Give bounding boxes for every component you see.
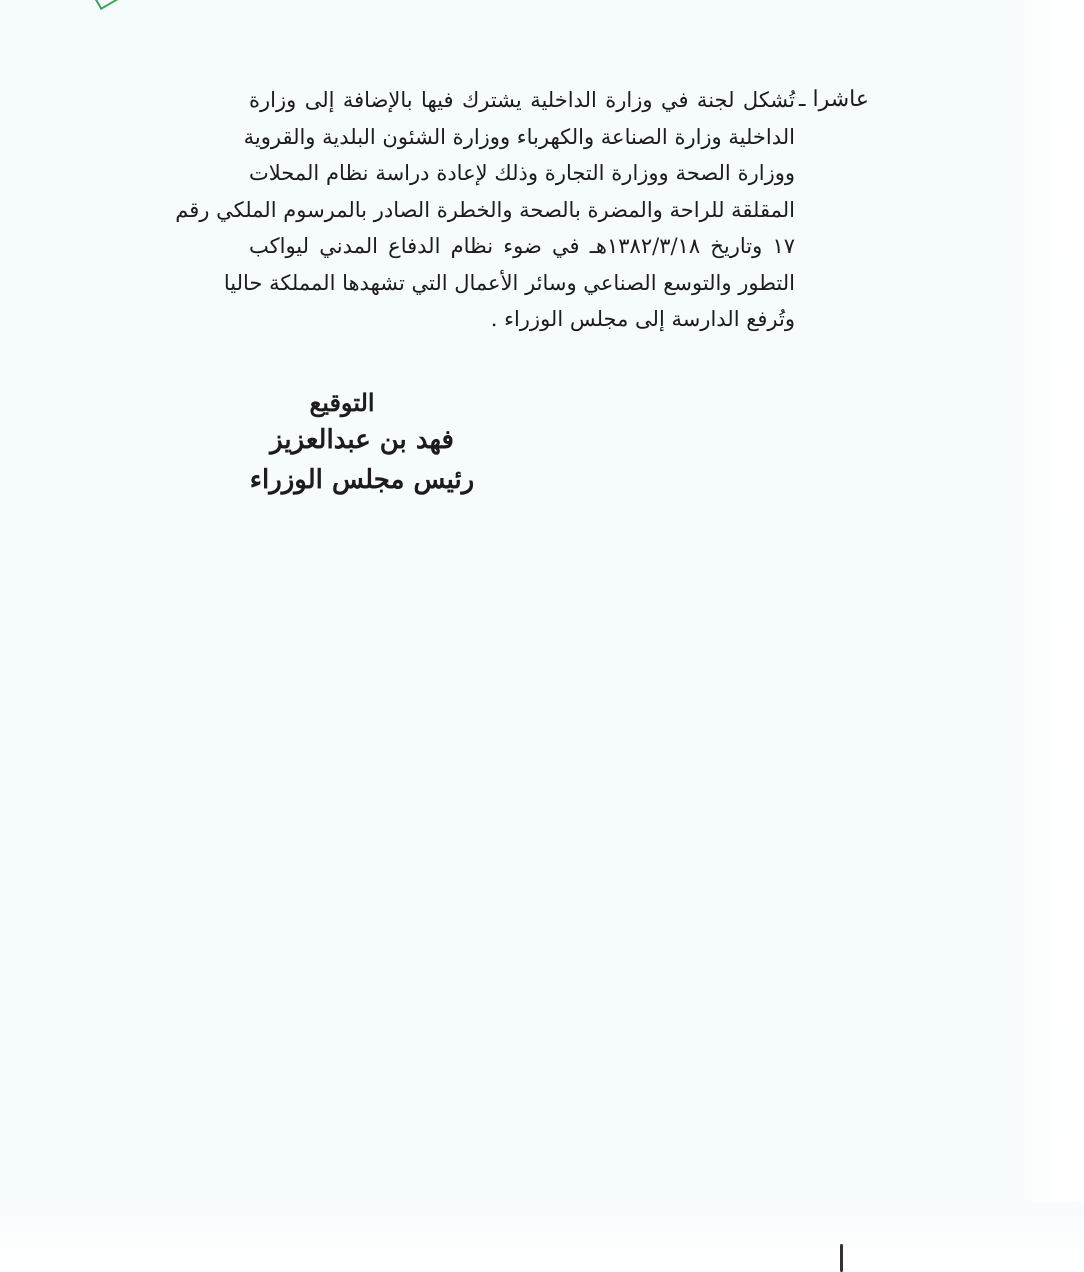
signature-block	[232, 386, 492, 500]
page-margin-bottom	[0, 1202, 1084, 1272]
article-label: عاشرا ـ	[799, 87, 869, 112]
article-line: ووزارة الصحة ووزارة التجارة وذلك لإعادة دراسة نظام المحلات	[249, 161, 795, 185]
article-body	[175, 82, 795, 338]
article-line: تُشكل لجنة في وزارة الداخلية يشترك فيها بالإضافة إلى وزارة	[249, 88, 795, 112]
signatory-name: فهد بن عبدالعزيز	[270, 425, 454, 455]
corner-check-mark	[94, 0, 118, 10]
signature-title: التوقيع	[309, 388, 375, 417]
article-line: ١٧ وتاريخ ١٣٨٢/٣/١٨هـ في ضوء نظام الدفاع المدني ليواكب	[249, 234, 795, 258]
signatory-role: رئيس مجلس الوزراء	[249, 465, 475, 495]
article-line: المقلقة للراحة والمضرة بالصحة والخطرة الصادر بالمرسوم الملكي رقم	[175, 197, 795, 222]
article-line: التطور والتوسع الصناعي وسائر الأعمال التي تشهدها المملكة حاليا	[223, 270, 795, 295]
article-line: الداخلية وزارة الصناعة والكهرباء ووزارة الشئون البلدية والقروية	[243, 124, 795, 149]
page-margin-right	[992, 0, 1084, 1272]
page-edge-mark	[840, 1244, 843, 1272]
article-line: وتُرفع الدارسة إلى مجلس الوزراء .	[490, 307, 795, 331]
